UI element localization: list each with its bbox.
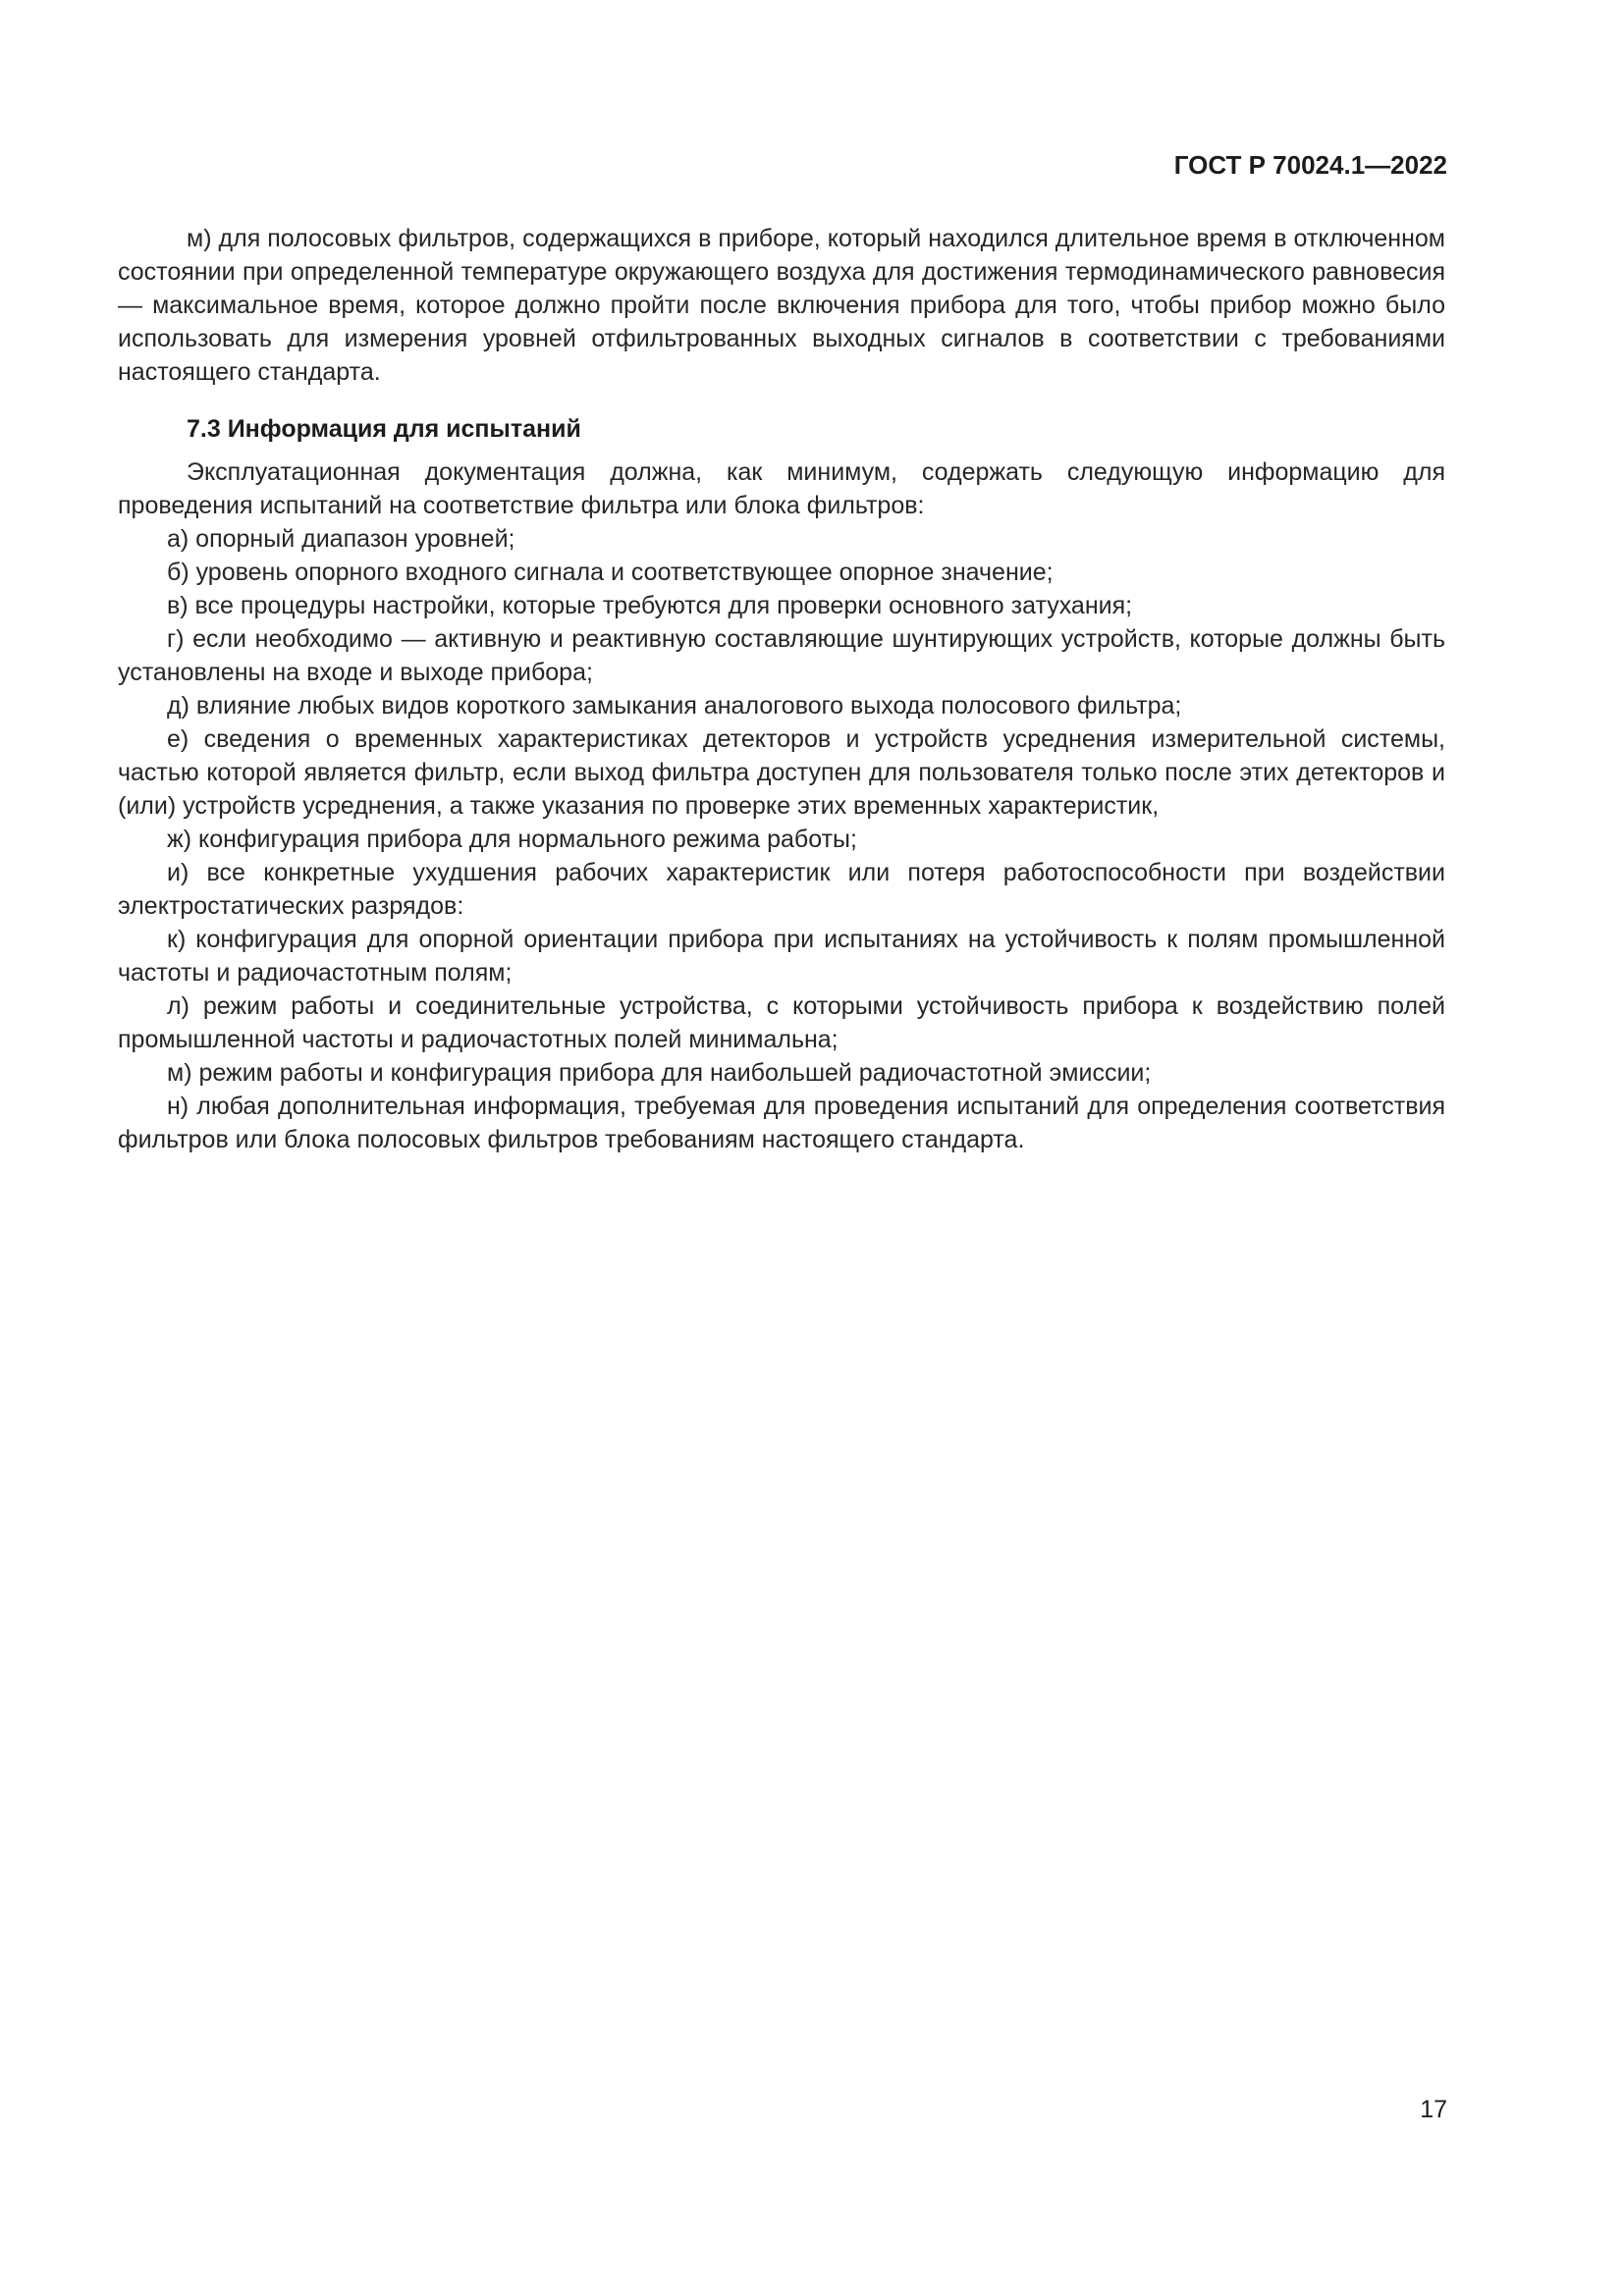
list-item: и) все конкретные ухудшения рабочих характеристик или потеря работоспособности при воздействии электростатических разрядов: xyxy=(118,859,1445,920)
list-item: ж) конфигурация прибора для нормального режима работы; xyxy=(167,826,857,853)
section-lead-paragraph: Эксплуатационная документация должна, как минимум, содержать следующую информацию для проведения испытаний на соответствие фильтра или блока фильтров: xyxy=(118,458,1445,519)
list-item: д) влияние любых видов короткого замыкания аналогового выхода полосового фильтра; xyxy=(167,692,1182,720)
list-item: л) режим работы и соединительные устройства, с которыми устойчивость прибора к воздействию полей промышленной частоты и радиочастотных полей минимальна; xyxy=(118,992,1445,1053)
list-item: в) все процедуры настройки, которые требуются для проверки основного затухания; xyxy=(167,592,1133,619)
list-item: г) если необходимо — активную и реактивную составляющие шунтирующих устройств, которые должны быть установлены на входе и выходе прибора; xyxy=(118,625,1445,686)
document-header: ГОСТ Р 70024.1—2022 xyxy=(1173,150,1447,180)
requirements-list xyxy=(118,522,1445,1156)
document-body xyxy=(118,222,1445,1156)
list-item: м) режим работы и конфигурация прибора для наибольшей радиочастотной эмиссии; xyxy=(167,1059,1152,1087)
list-item: е) сведения о временных характеристиках детекторов и устройств усреднения измерительной системы, частью которой является фильтр, если выход фильтра доступен для пользователя только после этих детекторов и (или) устройств усреднения, а также указания по проверке этих временных характеристик, xyxy=(118,725,1445,820)
intro-paragraph: м) для полосовых фильтров, содержащихся в приборе, который находился длительное время в отключенном состоянии при определенной температуре окружающего воздуха для достижения термодинамического равновесия — максимальное время, которое должно пройти после включения прибора для того, чтобы прибор можно было использовать для измерения уровней отфильтрованных выходных сигналов в соответствии с требованиями настоящего стандарта. xyxy=(118,225,1445,386)
list-item: н) любая дополнительная информация, требуемая для проведения испытаний для определения соответствия фильтров или блока полосовых фильтров требованиям настоящего стандарта. xyxy=(118,1093,1445,1153)
list-item: к) конфигурация для опорной ориентации прибора при испытаниях на устойчивость к полям промышленной частоты и радиочастотным полям; xyxy=(118,926,1445,987)
list-item: б) уровень опорного входного сигнала и соответствующее опорное значение; xyxy=(167,559,1054,586)
page-number: 17 xyxy=(1420,2096,1447,2123)
list-item: а) опорный диапазон уровней; xyxy=(167,525,515,553)
section-title: 7.3 Информация для испытаний xyxy=(187,415,581,443)
